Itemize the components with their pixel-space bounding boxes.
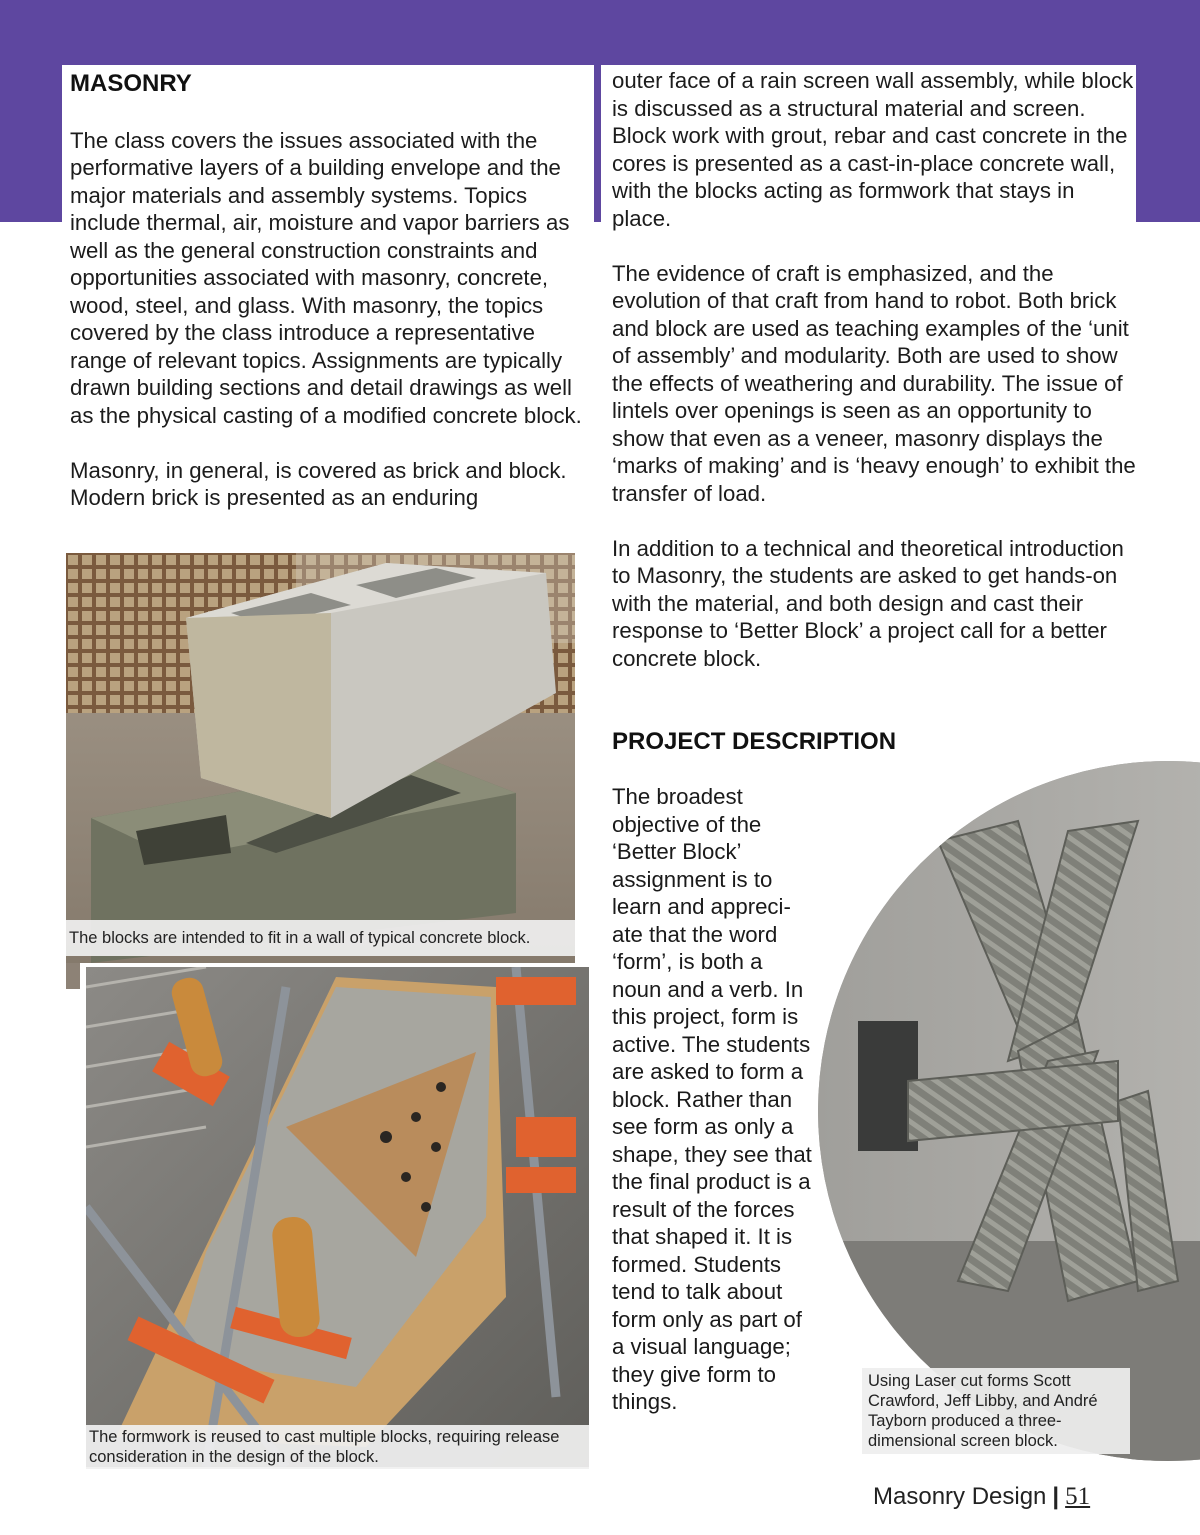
screen-block-photo bbox=[818, 761, 1200, 1461]
left-paragraph-1: The class covers the issues associated with the performative layers of a building envelope and the major materials and assembly systems. Topics include thermal, air, moisture and vapor barriers as well as the general construction constraints and opportunities associated with masonry, concrete, wood, steel, and glass. With masonry, the topics covered by the class introduce a representative range of relevant topics. Assignments are typically drawn building sections and detail drawings as well as the physical casting of a modified concrete block. bbox=[70, 127, 582, 428]
formwork-photo-caption: The formwork is reused to cast multiple blocks, requiring release consideration in the design of the block. bbox=[86, 1425, 589, 1469]
page-number: 51 bbox=[1065, 1483, 1091, 1510]
page-footer bbox=[873, 1481, 1090, 1513]
right-paragraph-1: outer face of a rain screen wall assembly, while block is discussed as a structural material and screen. Block work with grout, rebar and cast concrete in the cores is presented as a cast-in-place concrete wall, with the blocks acting as formwork that stays in place. bbox=[612, 68, 1134, 231]
footer-separator: | bbox=[1052, 1483, 1060, 1510]
concrete-block-photo bbox=[66, 553, 575, 963]
right-paragraph-2: The evidence of craft is emphasized, and the evolution of that craft from hand to robot. Both brick and block are used as teaching examples of the ‘unit of assembly’ and modularity. Both are used to show the effects of weathering and durability. The issue of lintels over openings is seen as an opportunity to show that even as a veneer, masonry displays the ‘marks of making’ and is ‘heavy enough’ to exhibit the transfer of load. bbox=[612, 260, 1136, 506]
block-photo-caption: The blocks are intended to fit in a wall of typical concrete block. bbox=[66, 920, 575, 956]
panel-accent-bar bbox=[594, 65, 601, 222]
left-paragraph-2: Masonry, in general, is covered as brick and block. Modern brick is presented as an enduring bbox=[70, 457, 567, 510]
right-text-column bbox=[612, 67, 1136, 672]
photo-edge-sliver bbox=[66, 963, 80, 989]
screen-block-caption: Using Laser cut forms Scott Crawford, Jeff Libby, and André Tayborn produced a three-dimensional screen block. bbox=[862, 1368, 1130, 1454]
project-description-heading: PROJECT DESCRIPTION bbox=[612, 728, 897, 755]
section-heading: MASONRY bbox=[70, 70, 192, 97]
left-text-column bbox=[62, 65, 596, 545]
footer-section-title: Masonry Design bbox=[873, 1483, 1047, 1510]
right-paragraph-3: In addition to a technical and theoretical introduction to Masonry, the students are asked to get hands-on with the material, and both design and cast their response to ‘Better Block’ a project call for a better concrete block. bbox=[612, 535, 1124, 671]
project-description-text: The broadest objective of the ‘Better Block’ assignment is to learn and appreci-ate that the word ‘form’, is both a noun and a verb. In this project, form is active. The students are asked to form a block. Rather than see form as only a shape, they see that the final product is a result of the forces that shaped it. It is formed. Students tend to talk about form only as part of a visual language; they give form to things. bbox=[612, 784, 812, 1414]
formwork-photo bbox=[86, 967, 589, 1467]
